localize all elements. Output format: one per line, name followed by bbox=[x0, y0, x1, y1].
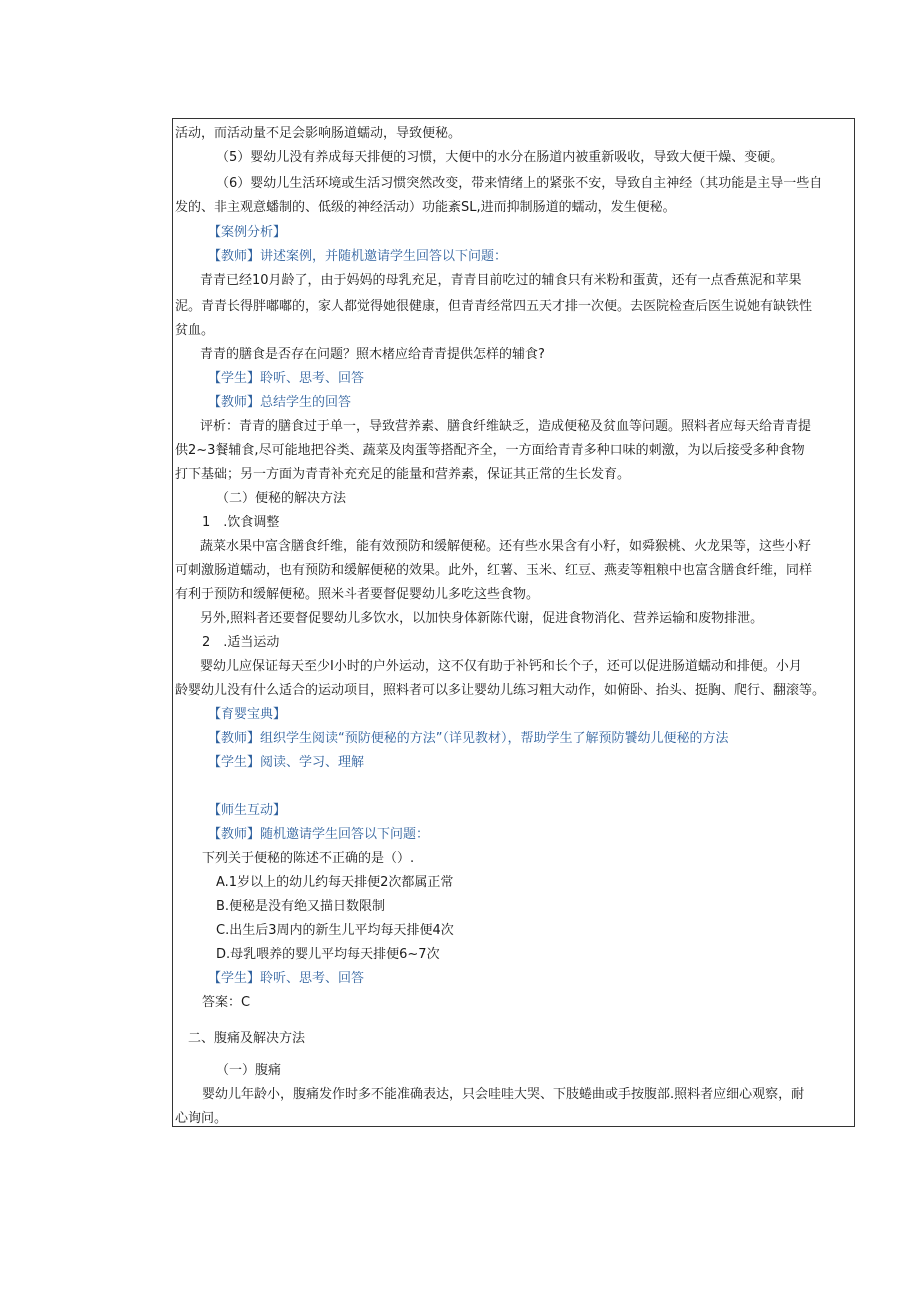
text-line: 可刺激肠道蠕动，也有预防和缓解便秘的效果。此外，红薯、玉米、红豆、燕麦等粗粮中也富含膳食纤维，同样 bbox=[175, 563, 813, 578]
student-prompt: 【学生】聆听、思考、回答 bbox=[208, 971, 365, 986]
answer-text: 答案：C bbox=[202, 995, 251, 1010]
text-line: 心询问。 bbox=[175, 1111, 228, 1126]
text-line: （5）婴幼儿没有养成每天排便的习惯，大便中的水分在肠道内被重新吸收，导致大便干燥、变硬。 bbox=[216, 150, 784, 165]
teacher-prompt: 【教师】总结学生的回答 bbox=[208, 395, 352, 410]
numbered-heading: 2 .适当运动 bbox=[202, 635, 280, 650]
answer-option: A.1岁以上的幼儿约每天排便2次都属正常 bbox=[216, 875, 454, 890]
text-line: 贫血。 bbox=[175, 323, 215, 338]
teacher-prompt: 【教师】随机邀请学生回答以下问题： bbox=[208, 827, 430, 842]
section-heading: 【育婴宝典】 bbox=[208, 707, 287, 722]
text-line: 打下基础；另一方面为青青补充充足的能量和营养素，保证其正常的生长发育。 bbox=[175, 467, 631, 482]
answer-option: C.出生后3周内的新生儿平均每天排便4次 bbox=[216, 923, 454, 938]
text-line: 评析：青青的膳食过于单一，导致营养素、膳食纤维缺乏，造成便秘及贫血等问题。照料者应每天给青青提 bbox=[200, 419, 812, 434]
text-line: 婴幼儿应保证每天至少I小时的户外运动，这不仅有助于补钙和长个子，还可以促进肠道蠕动和排便。小月 bbox=[200, 659, 802, 674]
numbered-heading: 1 .饮食调整 bbox=[202, 515, 280, 530]
teacher-prompt: 【教师】讲述案例，并随机邀请学生回答以下问题： bbox=[208, 249, 508, 264]
text-line: 青青已经10月龄了，由于妈妈的母乳充足，青青目前吃过的辅食只有米粉和蛋黄，还有一点香蕉泥和苹果 bbox=[200, 273, 802, 288]
text-line: 活动，而活动量不足会影响肠道蠕动，导致便秘。 bbox=[175, 126, 462, 141]
chapter-heading: 二、腹痛及解决方法 bbox=[188, 1031, 306, 1046]
answer-option: D.母乳喂养的婴儿平均每天排便6~7次 bbox=[216, 947, 440, 962]
section-heading: 【案例分析】 bbox=[208, 225, 287, 240]
text-line: 婴幼儿年龄小，腹痛发作时多不能准确表达，只会哇哇大哭、下肢蜷曲或手按腹部.照料者应细心观察，耐 bbox=[202, 1087, 805, 1102]
text-line: 蔬菜水果中富含膳食纤维，能有效预防和缓解便秘。还有些水果含有小籽，如舜猴桃、火龙果等，这些小籽 bbox=[200, 539, 812, 554]
subsection-heading: （二）便秘的解决方法 bbox=[216, 491, 347, 506]
question-text: 下列关于便秘的陈述不正确的是（）. bbox=[202, 851, 415, 866]
student-prompt: 【学生】阅读、学习、理解 bbox=[208, 755, 365, 770]
subsection-heading: （一）腹痛 bbox=[216, 1063, 282, 1078]
section-heading: 【师生互动】 bbox=[208, 803, 287, 818]
text-line: 另外,照料者还要督促婴幼儿多饮水，以加快身体新陈代谢，促进食物消化、营养运输和废物排泄。 bbox=[200, 611, 764, 626]
text-line: 青青的膳食是否存在问题？照木楮应给青青提供怎样的辅食? bbox=[200, 347, 545, 362]
text-line: 泥。青青长得胖嘟嘟的，家人都觉得她很健康，但青青经常四五天才排一次便。去医院检查后医生说她有缺铁性 bbox=[175, 299, 813, 314]
text-line: 发的、非主观意蟠制的、低级的神经活动）功能紊SL,进而抑制肠道的蠕动，发生便秘。 bbox=[175, 200, 676, 215]
text-line: 龄婴幼儿没有什么适合的运动项目，照料者可以多让婴幼儿练习粗大动作，如俯卧、抬头、挺胸、爬行、翻滚等。 bbox=[175, 683, 826, 698]
text-line: 有利于预防和缓解便秘。照米斗者要督促婴幼儿多吃这些食物。 bbox=[175, 587, 540, 602]
text-line: （6）婴幼儿生活环境或生活习惯突然改变，带来情绪上的紧张不安，导致自主神经（其功能是主导一些自 bbox=[216, 176, 823, 191]
student-prompt: 【学生】聆听、思考、回答 bbox=[208, 371, 365, 386]
text-line: 供2~3餐辅食,尽可能地把谷类、蔬菜及肉蛋等搭配齐全，一方面给青青多种口味的刺激，为以后接受多种食物 bbox=[175, 443, 805, 458]
answer-option: B.便秘是没有绝又描日数限制 bbox=[216, 899, 386, 914]
teacher-prompt: 【教师】组织学生阅读“预防便秘的方法”（详见教材），帮助学生了解预防饕幼儿便秘的方法 bbox=[208, 731, 729, 746]
